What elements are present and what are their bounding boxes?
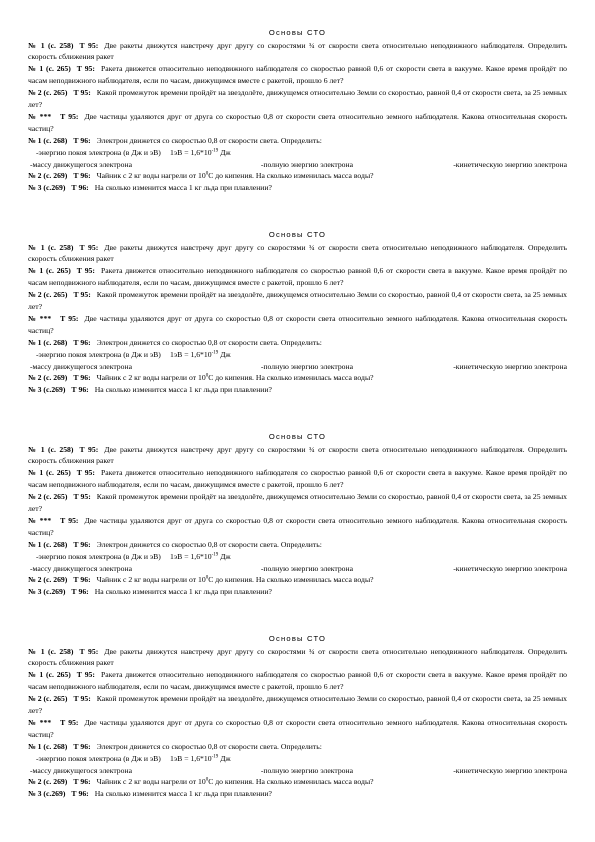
sub-item-kinetic-energy: -кинетическую энергию электрона — [453, 159, 567, 169]
task-text: Электрон движется со скоростью 0,8 от скорости света. Определить: — [96, 135, 322, 145]
task-text: Две частицы удаляются друг от друга со скоростью 0,8 от скорости света относительно земного наблюдателя. Какова относительная скорость частиц? — [28, 313, 567, 335]
electronvolt-note: $1эВ = 1,6*10^{-19}$ Дж — [170, 147, 231, 157]
electronvolt-note: $1эВ = 1,6*10^{-19}$ Дж — [170, 753, 231, 763]
task-item — [28, 372, 567, 384]
task-reference: Т 95: — [76, 670, 95, 680]
task-reference: Т 95: — [60, 313, 79, 323]
task-item — [28, 111, 567, 135]
task-reference: Т 95: — [73, 492, 91, 502]
task-text: Две ракеты движутся навстречу друг другу со скоростями ¾ от скорости света относительно неподвижного наблюдателя. Определить скорость сближения ракет — [28, 646, 567, 668]
task-number: № 1 (с. 265) — [28, 64, 71, 74]
task-text: Две ракеты движутся навстречу друг другу со скоростями ¾ от скорости света относительно неподвижного наблюдателя. Определить скорость сближения ракет — [28, 242, 567, 264]
task-sheet — [28, 431, 567, 633]
sub-item-rest-energy: -энергию покоя электрона (в Дж и эВ) — [36, 551, 161, 561]
task-item — [28, 515, 567, 539]
task-item — [28, 170, 567, 182]
task-item — [28, 539, 567, 551]
task-number: № *** — [28, 717, 52, 727]
task-number: № 2 (с. 269) — [28, 575, 68, 585]
task-reference: Т 95: — [79, 444, 99, 454]
task-number: № 1 (с. 265) — [28, 670, 71, 680]
task-reference: Т 96: — [73, 337, 91, 347]
task-item — [28, 717, 567, 741]
task-text: Две ракеты движутся навстречу друг другу со скоростями ¾ от скорости света относительно неподвижного наблюдателя. Определить скорость сближения ракет — [28, 40, 567, 62]
sub-item-row — [28, 361, 567, 373]
task-number: № 2 (с. 269) — [28, 171, 68, 181]
electronvolt-note: $1эВ = 1,6*10^{-19}$ Дж — [170, 551, 231, 561]
task-number: № 3 (с.269) — [28, 385, 66, 395]
sub-item-row — [28, 349, 567, 361]
sub-item-mass: -массу движущегося электрона — [30, 361, 132, 371]
sub-item-row — [28, 563, 567, 575]
task-text: Чайник с 2 кг воды нагрели от $10^0С$ до кипения. На сколько изменилась масса воды? — [96, 171, 374, 181]
task-number: № *** — [28, 515, 52, 525]
task-number: № 1 (с. 268) — [28, 135, 68, 145]
task-text: Две ракеты движутся навстречу друг другу со скоростями ¾ от скорости света относительно неподвижного наблюдателя. Определить скорость сближения ракет — [28, 444, 567, 466]
task-number: № 1 (с. 258) — [28, 40, 74, 50]
task-number: № 1 (с. 258) — [28, 444, 74, 454]
task-item — [28, 384, 567, 396]
task-item — [28, 289, 567, 313]
task-text: Ракета движется относительно неподвижного наблюдателя со скоростью равной 0,6 от скорости света в вакууме. Какое время пройдёт по часам неподвижного наблюдателя, если по часам, движущимся вместе с ракетой, прошло 6 лет? — [28, 670, 567, 692]
task-reference: Т 95: — [79, 242, 99, 252]
task-number: № *** — [28, 111, 52, 121]
task-text: Какой промежуток времени пройдёт на звездолёте, движущемся относительно Земли со скоростью, равной 0,4 от скорости света, за 25 земных лет? — [28, 88, 567, 110]
sub-item-total-energy: -полную энергию электрона — [260, 159, 354, 169]
sub-item-row — [28, 159, 567, 171]
task-text: Чайник с 2 кг воды нагрели от $10^0С$ до кипения. На сколько изменилась масса воды? — [96, 777, 374, 787]
task-reference: Т 96: — [71, 587, 89, 597]
task-item — [28, 135, 567, 147]
sub-item-row — [28, 147, 567, 159]
task-item — [28, 669, 567, 693]
task-reference: Т 96: — [73, 171, 91, 181]
sub-item-total-energy: -полную энергию электрона — [260, 765, 354, 775]
sub-item-kinetic-energy: -кинетическую энергию электрона — [453, 563, 567, 573]
task-text: На сколько изменится масса 1 кг льда при плавлении? — [94, 385, 272, 395]
task-item — [28, 242, 567, 266]
sub-item-rest-energy: -энергию покоя электрона (в Дж и эВ) — [36, 147, 161, 157]
task-text: Какой промежуток времени пройдёт на звездолёте, движущемся относительно Земли со скоростью, равной 0,4 от скорости света, за 25 земных лет? — [28, 290, 567, 312]
task-number: № 3 (с.269) — [28, 587, 66, 597]
task-reference: Т 95: — [73, 88, 91, 98]
task-number: № 3 (с.269) — [28, 789, 66, 799]
task-item — [28, 40, 567, 64]
task-reference: Т 95: — [76, 266, 95, 276]
sheet-title: Основы СТО — [268, 634, 327, 643]
sub-item-rest-energy: -энергию покоя электрона (в Дж и эВ) — [36, 349, 161, 359]
task-reference: Т 95: — [79, 40, 99, 50]
task-item — [28, 741, 567, 753]
sub-item-row — [28, 765, 567, 777]
task-number: № 2 (с. 265) — [28, 88, 68, 98]
task-item — [28, 491, 567, 515]
task-text: На сколько изменится масса 1 кг льда при плавлении? — [94, 587, 272, 597]
task-number: № 1 (с. 268) — [28, 741, 68, 751]
task-text: Чайник с 2 кг воды нагрели от $10^0С$ до кипения. На сколько изменилась масса воды? — [96, 575, 374, 585]
task-item — [28, 646, 567, 670]
task-number: № 2 (с. 269) — [28, 777, 68, 787]
sub-item-mass: -массу движущегося электрона — [30, 765, 132, 775]
task-reference: Т 96: — [71, 385, 89, 395]
task-reference: Т 96: — [73, 135, 91, 145]
sheet-title: Основы СТО — [268, 432, 327, 441]
task-text: Электрон движется со скоростью 0,8 от скорости света. Определить: — [96, 539, 322, 549]
sub-item-kinetic-energy: -кинетическую энергию электрона — [453, 361, 567, 371]
task-text: Электрон движется со скоростью 0,8 от скорости света. Определить: — [96, 741, 322, 751]
task-item — [28, 337, 567, 349]
task-item — [28, 776, 567, 788]
sub-item-total-energy: -полную энергию электрона — [260, 361, 354, 371]
task-item — [28, 182, 567, 194]
task-text: На сколько изменится масса 1 кг льда при плавлении? — [94, 789, 272, 799]
task-sheet — [28, 229, 567, 431]
task-text: Ракета движется относительно неподвижного наблюдателя со скоростью равной 0,6 от скорости света в вакууме. Какое время пройдёт по часам неподвижного наблюдателя, если по часам, движущимся вместе с ракетой, прошло 6 лет? — [28, 64, 567, 86]
task-text: На сколько изменится масса 1 кг льда при плавлении? — [94, 183, 272, 193]
task-text: Какой промежуток времени пройдёт на звездолёте, движущемся относительно Земли со скоростью, равной 0,4 от скорости света, за 25 земных лет? — [28, 492, 567, 514]
task-reference: Т 96: — [73, 575, 91, 585]
task-reference: Т 95: — [60, 515, 79, 525]
task-number: № 2 (с. 265) — [28, 694, 68, 704]
task-reference: Т 95: — [73, 290, 91, 300]
task-item — [28, 444, 567, 468]
task-item — [28, 63, 567, 87]
task-reference: Т 96: — [71, 789, 89, 799]
task-text: Две частицы удаляются друг от друга со скоростью 0,8 от скорости света относительно земного наблюдателя. Какова относительная скорость частиц? — [28, 515, 567, 537]
task-text: Ракета движется относительно неподвижного наблюдателя со скоростью равной 0,6 от скорости света в вакууме. Какое время пройдёт по часам неподвижного наблюдателя, если по часам, движущимся вместе с ракетой, прошло 6 лет? — [28, 468, 567, 490]
task-reference: Т 95: — [60, 717, 79, 727]
task-text: Электрон движется со скоростью 0,8 от скорости света. Определить: — [96, 337, 322, 347]
task-reference: Т 96: — [73, 539, 91, 549]
task-reference: Т 95: — [79, 646, 99, 656]
electronvolt-note: $1эВ = 1,6*10^{-19}$ Дж — [170, 349, 231, 359]
task-reference: Т 95: — [76, 64, 95, 74]
task-reference: Т 96: — [73, 373, 91, 383]
sub-item-total-energy: -полную энергию электрона — [260, 563, 354, 573]
task-number: № 1 (с. 268) — [28, 337, 68, 347]
sheet-title: Основы СТО — [268, 28, 327, 37]
task-number: № 3 (с.269) — [28, 183, 66, 193]
task-item — [28, 87, 567, 111]
task-number: № 1 (с. 265) — [28, 266, 71, 276]
task-reference: Т 95: — [73, 694, 91, 704]
task-item — [28, 586, 567, 598]
task-number: № *** — [28, 313, 52, 323]
task-number: № 1 (с. 265) — [28, 468, 71, 478]
task-text: Какой промежуток времени пройдёт на звездолёте, движущемся относительно Земли со скоростью, равной 0,4 от скорости света, за 25 земных лет? — [28, 694, 567, 716]
task-item — [28, 788, 567, 800]
sub-item-rest-energy: -энергию покоя электрона (в Дж и эВ) — [36, 753, 161, 763]
task-text: Две частицы удаляются друг от друга со скоростью 0,8 от скорости света относительно земного наблюдателя. Какова относительная скорость частиц? — [28, 717, 567, 739]
sub-item-mass: -массу движущегося электрона — [30, 563, 132, 573]
task-number: № 2 (с. 265) — [28, 290, 68, 300]
task-number: № 2 (с. 265) — [28, 492, 68, 502]
task-text: Две частицы удаляются друг от друга со скоростью 0,8 от скорости света относительно земного наблюдателя. Какова относительная скорость частиц? — [28, 111, 567, 133]
task-reference: Т 96: — [73, 741, 91, 751]
sub-item-row — [28, 753, 567, 765]
sub-item-kinetic-energy: -кинетическую энергию электрона — [453, 765, 567, 775]
task-number: № 1 (с. 258) — [28, 646, 74, 656]
sheet-title: Основы СТО — [268, 230, 327, 239]
task-sheet — [28, 633, 567, 835]
task-sheet — [28, 27, 567, 229]
task-item — [28, 313, 567, 337]
task-number: № 1 (с. 268) — [28, 539, 68, 549]
task-item — [28, 467, 567, 491]
task-number: № 2 (с. 269) — [28, 373, 68, 383]
task-item — [28, 265, 567, 289]
task-reference: Т 95: — [76, 468, 95, 478]
task-item — [28, 693, 567, 717]
sub-item-mass: -массу движущегося электрона — [30, 159, 132, 169]
task-reference: Т 95: — [60, 111, 79, 121]
task-text: Чайник с 2 кг воды нагрели от $10^0С$ до кипения. На сколько изменилась масса воды? — [96, 373, 374, 383]
task-reference: Т 96: — [73, 777, 91, 787]
task-number: № 1 (с. 258) — [28, 242, 74, 252]
task-text: Ракета движется относительно неподвижного наблюдателя со скоростью равной 0,6 от скорости света в вакууме. Какое время пройдёт по часам неподвижного наблюдателя, если по часам, движущимся вместе с ракетой, прошло 6 лет? — [28, 266, 567, 288]
task-reference: Т 96: — [71, 183, 89, 193]
sub-item-row — [28, 551, 567, 563]
task-item — [28, 574, 567, 586]
